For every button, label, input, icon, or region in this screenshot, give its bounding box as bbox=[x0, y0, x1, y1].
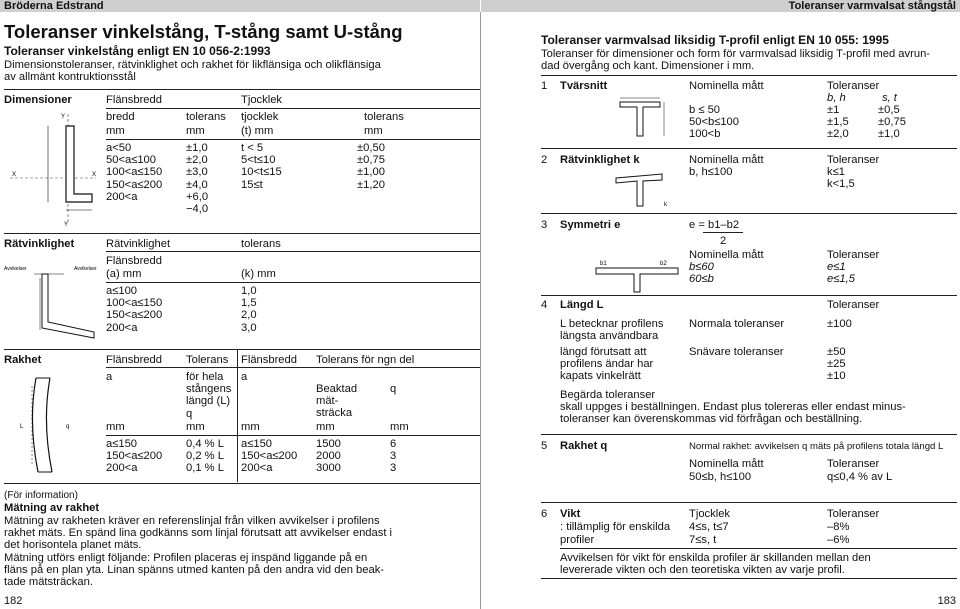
formula-denominator: 2 bbox=[720, 235, 727, 247]
paragraph-line: det horisontela planet mäts. bbox=[4, 539, 142, 552]
divider bbox=[4, 233, 480, 234]
s3-tol bbox=[827, 261, 855, 285]
dims-unit: mm bbox=[364, 125, 383, 137]
rakhet-header: Flänsbredd bbox=[241, 354, 297, 366]
table-cell: 150<a≤200 bbox=[106, 178, 163, 191]
table-cell: 50≤b, h≤100 bbox=[689, 471, 752, 483]
dims-tjock-col bbox=[241, 142, 282, 191]
table-cell: ±0,50 bbox=[357, 142, 385, 154]
paragraph-line: Begärda toleranser bbox=[560, 389, 656, 401]
ratv-unit: (a) mm bbox=[106, 268, 142, 280]
svg-text:q: q bbox=[66, 424, 70, 430]
divider bbox=[541, 75, 957, 76]
dims-unit: (t) mm bbox=[241, 125, 274, 137]
svg-text:X: X bbox=[92, 172, 97, 178]
info-paragraph bbox=[4, 515, 392, 588]
col-header: Toleranser bbox=[827, 154, 880, 166]
paragraph-line: profilens ändar har bbox=[560, 358, 654, 371]
rakhet-unit: mm bbox=[316, 421, 335, 433]
s2-tol bbox=[827, 166, 855, 190]
table-cell: −4,0 bbox=[186, 202, 209, 215]
paragraph-line: Mätning utförs enligt följande: Profilen placeras ej inspänd liggande på en bbox=[4, 551, 368, 564]
ratv-k-col bbox=[241, 285, 257, 334]
table-cell: 150<a≤200 bbox=[106, 309, 163, 322]
s6-note bbox=[560, 552, 871, 576]
table-cell: ±1,0 bbox=[186, 142, 208, 154]
table-cell: 4≤s, t≤7 bbox=[689, 521, 729, 533]
svg-text:b1: b1 bbox=[600, 261, 607, 267]
intro-line: dad övergång och kant. Dimensioner i mm. bbox=[541, 60, 755, 72]
dims-header: Flänsbredd bbox=[106, 94, 162, 106]
paragraph-line: L betecknar profilens bbox=[560, 318, 664, 330]
dims-header: tolerans bbox=[364, 111, 404, 123]
col-header: b, h bbox=[827, 92, 846, 104]
s5-description: Normal rakhet: avvikelsen q mäts på profilens totala längd L bbox=[689, 441, 944, 452]
rakhet-sub-col bbox=[186, 371, 231, 420]
table-cell: ±4,0 bbox=[186, 178, 208, 191]
page-gutter bbox=[480, 12, 481, 609]
svg-text:X: X bbox=[12, 172, 17, 178]
table-cell: 150<a≤200 bbox=[106, 450, 163, 463]
rakhet-sub-col bbox=[316, 383, 357, 420]
tee-section-diagram bbox=[600, 92, 680, 142]
table-cell: ±50 bbox=[827, 346, 846, 358]
table-cell: 6 bbox=[390, 438, 397, 450]
table-cell: 0,4 % L bbox=[186, 438, 224, 450]
divider bbox=[106, 108, 480, 109]
svg-text:Y: Y bbox=[64, 222, 69, 228]
section-number: 4 bbox=[541, 299, 548, 311]
section-label: Tvärsnitt bbox=[560, 80, 608, 92]
table-cell: 1,5 bbox=[241, 297, 257, 310]
rakhet-unit: mm bbox=[186, 421, 205, 433]
table-cell: 3000 bbox=[316, 462, 341, 475]
dims-tol2-col bbox=[357, 142, 385, 191]
info-heading: Mätning av rakhet bbox=[4, 502, 100, 514]
normal-tol-value: ±100 bbox=[827, 318, 852, 330]
table-cell: 200<a bbox=[106, 321, 138, 334]
table-cell: ±1,00 bbox=[357, 166, 385, 179]
intro-line: Dimensionstoleranser, rätvinklighet och rakhet för likflänsiga och olikflänsiga bbox=[4, 59, 381, 71]
table-cell: –8% bbox=[827, 521, 850, 533]
table-cell: ±2,0 bbox=[827, 128, 849, 141]
paragraph-line: tade mätsträckan. bbox=[4, 575, 93, 588]
s4-note bbox=[560, 389, 906, 426]
s4-desc1 bbox=[560, 318, 663, 342]
table-cell: 2,0 bbox=[241, 309, 257, 322]
svg-text:k: k bbox=[664, 202, 667, 208]
section-number: 3 bbox=[541, 219, 548, 231]
page-number: 182 bbox=[4, 595, 23, 607]
paragraph-line: Mätning av rakheten kräver en referenslinjal från vilken avvikelser i profilens bbox=[4, 515, 380, 527]
section-name: Toleranser varmvalsat stångstål bbox=[788, 0, 956, 12]
table-cell: 2000 bbox=[316, 450, 341, 463]
table-cell: 7≤s, t bbox=[689, 534, 717, 546]
table-cell: 150<a≤200 bbox=[241, 450, 298, 463]
table-cell: ±0,75 bbox=[357, 154, 385, 167]
dims-label: Dimensioner bbox=[4, 94, 72, 106]
section-label: Vikt bbox=[560, 508, 581, 520]
ratv-a-col bbox=[106, 285, 162, 334]
table-cell: q bbox=[186, 407, 193, 420]
divider bbox=[106, 251, 480, 252]
section-label: Längd L bbox=[560, 299, 604, 311]
table-cell: ±0,5 bbox=[878, 104, 900, 116]
table-cell: mät- bbox=[316, 395, 339, 408]
left-header-bar bbox=[0, 0, 480, 12]
table-cell: Beaktad bbox=[316, 383, 358, 395]
figure-label: Avvikelser bbox=[4, 266, 27, 272]
table-cell: 100<b bbox=[689, 128, 721, 141]
ratv-header: Rätvinklighet bbox=[106, 238, 171, 250]
paragraph-line: fläns på en plan yta. Linan spänns utmed kanten på den andra vid den beak- bbox=[4, 563, 385, 576]
divider bbox=[106, 282, 480, 283]
table-cell: 200<a bbox=[106, 462, 138, 475]
divider bbox=[4, 89, 480, 90]
col-header: s, t bbox=[882, 92, 897, 104]
rakhet-unit: mm bbox=[241, 421, 260, 433]
table-cell: 50<b≤100 bbox=[689, 116, 740, 129]
table-cell: ±25 bbox=[827, 358, 846, 371]
table-cell: k<1,5 bbox=[827, 178, 855, 191]
col-header: Nominella mått bbox=[689, 249, 764, 261]
table-cell: ±1,20 bbox=[357, 178, 385, 191]
paragraph-line: längsta användbara bbox=[560, 330, 659, 343]
divider bbox=[541, 213, 957, 214]
paragraph-line: levererade vikten och den teoretiska vikten av varje profil. bbox=[560, 564, 845, 577]
right-header-bar bbox=[481, 0, 960, 12]
table-cell: 60≤b bbox=[689, 273, 714, 286]
paragraph-line: Avvikelsen för vikt för enskilda profiler är skillanden mellan den bbox=[560, 552, 871, 564]
intro-line: av allmänt kontruktionsstål bbox=[4, 71, 136, 83]
table-cell: ±1,5 bbox=[827, 116, 849, 129]
dims-header: Tjocklek bbox=[241, 94, 283, 106]
table-cell: b≤60 bbox=[689, 261, 714, 273]
rakhet-c3 bbox=[241, 438, 297, 475]
dims-header: tolerans bbox=[186, 111, 226, 123]
table-cell: ±1,0 bbox=[878, 128, 900, 141]
rakhet-c5 bbox=[390, 438, 396, 475]
section-number: 1 bbox=[541, 80, 548, 92]
col-header: Nominella mått bbox=[689, 80, 764, 92]
table-cell: 200<a bbox=[241, 462, 273, 475]
col-header: Toleranser bbox=[827, 299, 880, 311]
rakhet-sub: q bbox=[390, 383, 397, 395]
paragraph-line: längd förutsatt att bbox=[560, 346, 647, 358]
table-cell: +6,0 bbox=[186, 190, 209, 203]
section-label: Rätvinklighet k bbox=[560, 154, 640, 166]
angle-section-diagram bbox=[8, 110, 100, 228]
table-cell: 200<a bbox=[106, 190, 138, 203]
dims-tol1-col bbox=[186, 142, 208, 215]
ratv-label: Rätvinklighet bbox=[4, 238, 75, 250]
col-header: Nominella mått bbox=[689, 154, 764, 166]
section-number: 6 bbox=[541, 508, 548, 520]
divider bbox=[237, 350, 238, 482]
divider bbox=[106, 139, 480, 140]
publisher-name: Bröderna Edstrand bbox=[4, 0, 104, 12]
divider bbox=[4, 349, 480, 350]
rakhet-unit: mm bbox=[390, 421, 409, 433]
svg-text:b2: b2 bbox=[660, 261, 667, 267]
s1-nominal bbox=[689, 104, 739, 141]
table-cell: för hela bbox=[186, 371, 224, 383]
table-cell: 50<a≤100 bbox=[106, 154, 157, 167]
table-cell: ±2,0 bbox=[186, 154, 208, 167]
straightness-diagram bbox=[6, 372, 102, 478]
table-cell: q≤0,4 % av L bbox=[827, 471, 893, 483]
table-cell: t < 5 bbox=[241, 142, 264, 154]
dims-header: tjocklek bbox=[241, 111, 279, 123]
tee-symmetry-diagram bbox=[588, 256, 688, 294]
table-cell: 0,1 % L bbox=[186, 462, 224, 475]
table-cell: –6% bbox=[827, 534, 850, 546]
col-header: Nominella mått bbox=[689, 458, 764, 470]
table-cell: 5<t≤10 bbox=[241, 154, 276, 167]
s4-desc2 bbox=[560, 346, 653, 383]
s1-st bbox=[878, 104, 906, 141]
right-title: Toleranser varmvalsad liksidig T-profil enligt EN 10 055: 1995 bbox=[541, 33, 889, 47]
divider bbox=[541, 295, 957, 296]
s3-nominal bbox=[689, 261, 714, 285]
paragraph-line: kapats vinkelrätt bbox=[560, 370, 641, 383]
rakhet-c2 bbox=[186, 438, 224, 475]
divider bbox=[560, 548, 957, 549]
table-cell: 3 bbox=[390, 462, 397, 475]
table-cell: 3,0 bbox=[241, 321, 257, 334]
col-header: Tjocklek bbox=[689, 508, 731, 520]
table-cell: 1,0 bbox=[241, 285, 257, 297]
rakhet-c1 bbox=[106, 438, 162, 475]
rakhet-sub: a bbox=[241, 371, 248, 383]
fraction-bar bbox=[703, 232, 743, 233]
table-cell: ±10 bbox=[827, 370, 846, 383]
s1-bh bbox=[827, 104, 849, 141]
col-header: Toleranser bbox=[827, 80, 880, 92]
divider bbox=[4, 483, 480, 484]
col-header: Toleranser bbox=[827, 458, 880, 470]
s6-sub: : tillämplig för enskilda bbox=[560, 521, 671, 533]
table-cell: b, h≤100 bbox=[689, 166, 733, 178]
paragraph-line: skall uppges i beställningen. Endast plus tolereras eller endast minus- bbox=[560, 401, 906, 414]
divider bbox=[106, 367, 480, 368]
table-cell: 100<a≤150 bbox=[106, 166, 163, 179]
divider bbox=[541, 434, 957, 435]
ratv-header: tolerans bbox=[241, 238, 281, 250]
tight-tol-label: Snävare toleranser bbox=[689, 346, 784, 358]
section-label: Symmetri e bbox=[560, 219, 621, 231]
dims-bredd-col bbox=[106, 142, 162, 203]
table-cell: 3 bbox=[390, 450, 397, 463]
intro-line: Toleranser för dimensioner och form för varmvalsad liksidig T-profil med avrun- bbox=[541, 48, 931, 60]
info-tag: (För information) bbox=[4, 490, 78, 501]
rakhet-header: Tolerans för ngn del bbox=[316, 354, 415, 366]
divider bbox=[106, 435, 480, 436]
rakhet-header: Flänsbredd bbox=[106, 354, 162, 366]
s6-sub: profiler bbox=[560, 534, 595, 546]
table-cell: ±3,0 bbox=[186, 166, 208, 179]
table-cell: a≤150 bbox=[106, 438, 138, 450]
subtitle: Toleranser vinkelstång enligt EN 10 056-2:1993 bbox=[4, 44, 271, 58]
rakhet-header: Tolerans bbox=[186, 354, 229, 366]
table-cell: a≤100 bbox=[106, 285, 138, 297]
table-cell: e≤1,5 bbox=[827, 273, 855, 286]
rakhet-c4 bbox=[316, 438, 341, 475]
formula: e = b1–b2 bbox=[689, 219, 740, 231]
table-cell: a<50 bbox=[106, 142, 132, 154]
figure-label: Avvikelser bbox=[74, 266, 97, 272]
table-cell: 100<a≤150 bbox=[106, 297, 163, 310]
dims-header: bredd bbox=[106, 111, 135, 123]
table-cell: ±1 bbox=[827, 104, 840, 116]
table-cell: a≤150 bbox=[241, 438, 273, 450]
section-number: 2 bbox=[541, 154, 548, 166]
svg-text:Y: Y bbox=[61, 114, 66, 120]
divider bbox=[541, 502, 957, 503]
table-cell: längd (L) bbox=[186, 395, 231, 408]
table-cell: stångens bbox=[186, 383, 232, 396]
col-header: Toleranser bbox=[827, 249, 880, 261]
paragraph-line: toleranser kan överenskommas vid förfrågan och beställning. bbox=[560, 413, 863, 426]
ratv-header: Flänsbredd bbox=[106, 255, 162, 267]
tight-tol-values bbox=[827, 346, 846, 383]
page-number: 183 bbox=[937, 595, 956, 607]
table-cell: sträcka bbox=[316, 407, 353, 420]
divider bbox=[541, 148, 957, 149]
normal-tol-label: Normala toleranser bbox=[689, 318, 785, 330]
table-cell: 1500 bbox=[316, 438, 341, 450]
table-cell: e≤1 bbox=[827, 261, 846, 273]
table-cell: b ≤ 50 bbox=[689, 104, 721, 116]
table-cell: 10<t≤15 bbox=[241, 166, 282, 179]
rakhet-label: Rakhet bbox=[4, 354, 42, 366]
page-title: Toleranser vinkelstång, T-stång samt U-stång bbox=[4, 21, 403, 42]
rakhet-unit: mm bbox=[106, 421, 125, 433]
section-label: Rakhet q bbox=[560, 440, 608, 452]
divider bbox=[541, 578, 957, 579]
ratv-unit: (k) mm bbox=[241, 268, 276, 280]
squareness-diagram bbox=[4, 260, 104, 340]
col-header: Toleranser bbox=[827, 508, 880, 520]
paragraph-line: rakhet mäts. En spänd lina godkänns som linjal förutsatt att avvikelser endast i bbox=[4, 527, 393, 540]
table-cell: k≤1 bbox=[827, 166, 845, 178]
rakhet-sub: a bbox=[106, 371, 113, 383]
dims-unit: mm bbox=[186, 125, 205, 137]
section-number: 5 bbox=[541, 440, 548, 452]
svg-text:L: L bbox=[20, 424, 24, 430]
table-cell: 15≤t bbox=[241, 178, 263, 191]
dims-unit: mm bbox=[106, 125, 125, 137]
table-cell: ±0,75 bbox=[878, 116, 906, 129]
tee-squareness-diagram bbox=[600, 168, 680, 210]
table-cell: 0,2 % L bbox=[186, 450, 224, 463]
